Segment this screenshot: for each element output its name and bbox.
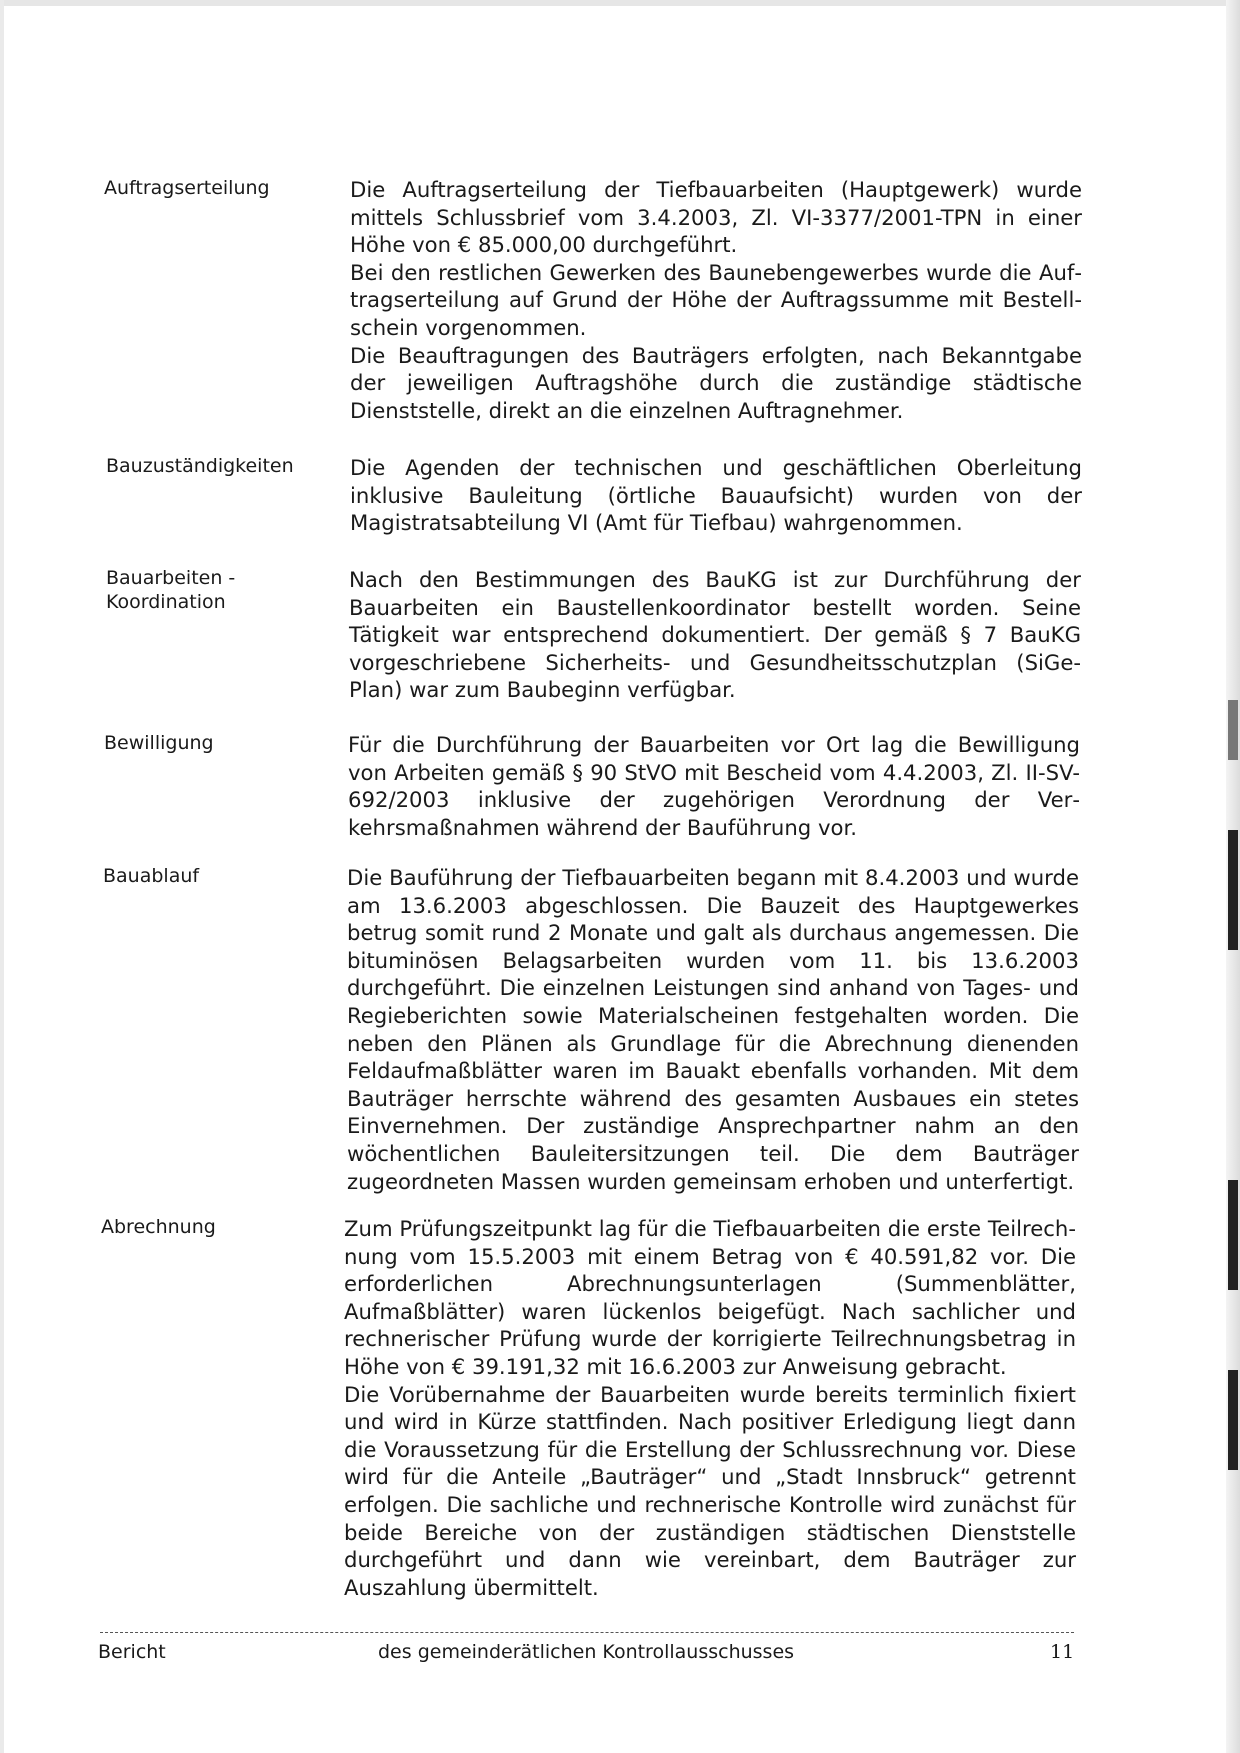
section-body <box>350 454 1082 537</box>
paragraph: Die Bauführung der Tiefbauarbeiten begann mit 8.4.2003 und wurde am 13.6.2003 abgeschlossen. Die Bauzeit des Hauptgewerkes betrug somit rund 2 Monate und galt als durchaus angemessen. Die bituminösen Belagsarbeiten wurden vom 11. bis 13.6.2003 durchgeführt. Die einzelnen Leistungen sind anhand von Tages- und Regieberichten sowie Materialscheinen festgehalten worden. Die neben den Plänen als Grundlage für die Abrechnung dienenden Feldaufmaßblätter waren im Bauakt ebenfalls vorhanden. Mit dem Bauträger herrschte während des gesamten Ausbaues ein stetes Einvernehmen. Der zuständige Ansprechpartner nahm an den wöchentlichen Bauleitersitzungen teil. Die dem Bauträger zugeordneten Massen wurden gemeinsam erhoben und unterfertigt. <box>347 865 1079 1194</box>
paragraph: Die Beauftragungen des Bauträgers erfolgten, nach Bekanntgabe der jeweiligen Auftragshöhe durch die zuständige städtische Dienststelle, direkt an die einzelnen Auftragnehmer. <box>350 342 1082 423</box>
paragraph: Die Auftragserteilung der Tiefbauarbeiten (Hauptgewerk) wurde mittels Schlussbrief vom 3.4.2003, Zl. VI-3377/2001-TPN in einer Höhe von € 85.000,00 durchgeführt. <box>350 177 1082 258</box>
footer-committee: des gemeinderätlichen Kontrollausschusses <box>378 1641 795 1663</box>
footer-report-label: Bericht <box>98 1641 166 1663</box>
section-body <box>347 864 1079 1195</box>
section-label: Abrechnung <box>101 1216 216 1238</box>
section-body <box>348 731 1080 841</box>
section-label: Bewilligung <box>104 732 214 754</box>
scan-mark <box>1228 1370 1238 1470</box>
scan-edge-left <box>0 0 4 1753</box>
paragraph: Nach den Bestimmungen des BauKG ist zur Durchführung der Bauarbeiten ein Baustellenkoordinator bestellt worden. Seine Tätigkeit war entsprechend dokumentiert. Der gemäß § 7 BauKG vorgeschriebene Sicherheits- und Gesundheitsschutzplan (SiGe-Plan) war zum Baubeginn verfügbar. <box>349 567 1081 703</box>
paragraph: Für die Durchführung der Bauarbeiten vor Ort lag die Bewilligung von Arbeiten gemäß § 90 StVO mit Bescheid vom 4.4.2003, Zl. II-SV-692/2003 inklusive der zugehörigen Verordnung der Verkehrsmaßnahmen während der Bauführung vor. <box>348 732 1080 840</box>
section-label: Bauzuständigkeiten <box>106 455 294 477</box>
section-body <box>350 176 1082 424</box>
paragraph: Die Vorübernahme der Bauarbeiten wurde bereits terminlich fixiert und wird in Kürze stattfinden. Nach positiver Erledigung liegt dann die Voraussetzung für die Erstellung der Schlussrechnung vor. Diese wird für die Anteile „Bauträger“ und „Stadt Innsbruck“ getrennt erfolgen. Die sachliche und rechnerische Kontrolle wird zunächst für beide Bereiche von der zuständigen städtischen Dienststelle durchgeführt und dann wie vereinbart, dem Bauträger zur Auszahlung übermittelt. <box>344 1381 1076 1600</box>
section-label: Bauarbeiten - Koordination <box>106 567 236 613</box>
section-body <box>349 566 1081 704</box>
scan-mark <box>1228 1180 1238 1290</box>
section-label: Auftragserteilung <box>104 177 270 199</box>
scan-mark <box>1228 700 1238 760</box>
paragraph: Bei den restlichen Gewerken des Baunebengewerbes wurde die Auftragserteilung auf Grund der Höhe der Auftragssumme mit Bestellschein vorgenommen. <box>350 259 1082 340</box>
page-number: 11 <box>1050 1641 1075 1663</box>
paragraph: Die Agenden der technischen und geschäftlichen Oberleitung inklusive Bauleitung (örtliche Bauaufsicht) wurden von der Magistratsabteilung VI (Amt für Tiefbau) wahrgenommen. <box>350 455 1082 536</box>
footer-rule <box>100 1632 1074 1633</box>
section-body <box>344 1215 1076 1601</box>
scan-edge-top <box>0 0 1240 6</box>
scan-mark <box>1228 830 1238 950</box>
section-label: Bauablauf <box>103 865 200 887</box>
paragraph: Zum Prüfungszeitpunkt lag für die Tiefbauarbeiten die erste Teilrechnung vom 15.5.2003 mit einem Betrag von € 40.591,82 vor. Die erforderlichen Abrechnungsunterlagen (Summenblätter, Aufmaßblätter) waren lückenlos beigefügt. Nach sachlicher und rechnerischer Prüfung wurde der korrigierte Teilrechnungsbetrag in Höhe von € 39.191,32 mit 16.6.2003 zur Anweisung gebracht. <box>344 1216 1076 1379</box>
